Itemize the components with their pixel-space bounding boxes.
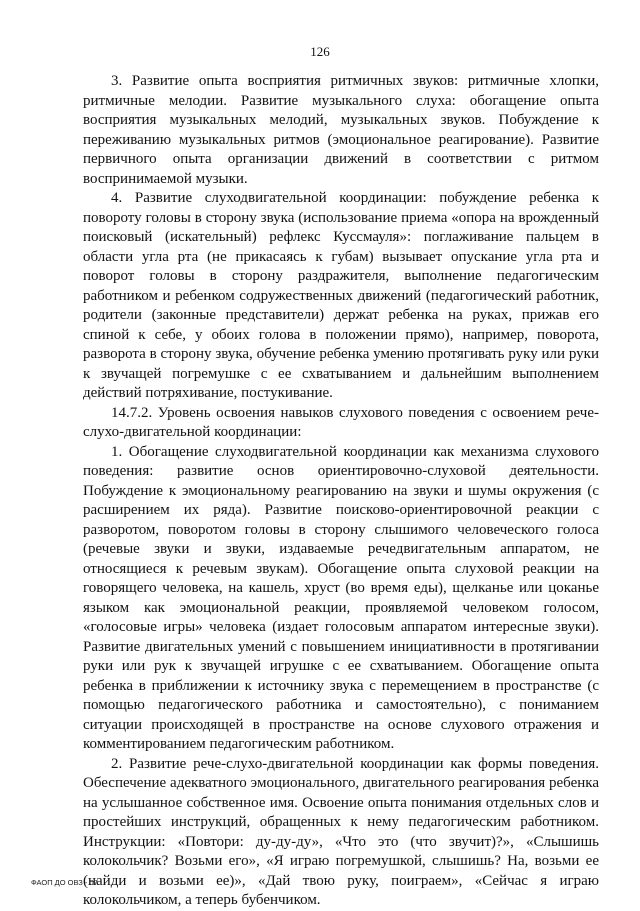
page-number: 126: [310, 44, 330, 59]
paragraph-enrichment: 1. Обогащение слуходвигательной координации как механизма слухового поведения: развитие основ ориентировочно-слуховой деятельности. Побуждение к эмоциональному реагированию на звуки и шумы окружения (с расширением их ряда). Развитие поисково-ориентировочной реакции с разворотом, поворотом головы в сторону слышимого человеческого голоса (речевые звуки и звуки, издаваемые речедвигательным аппаратом, не относящиеся к речевым звукам). Обогащение опыта слуховой реакции на говорящего человека, на кашель, хруст (во время еды), щелканье или цоканье языком как эмоциональной реакции, проявляемой человеком голосом, «голосовые игры» человека (издает голосовым аппаратом интересные звуки). Развитие двигательных умений с повышением инициативности в протягивании руки или рук к звучащей игрушке с ее схватыванием. Обогащение опыта ребенка в приближении к источнику звука с перемещением в пространстве (с помощью педагогического работника и самостоятельно), с пониманием ситуации происходящей в пространстве на основе слухового отражения и комментированием педагогическим работником.: [83, 443, 599, 752]
paragraph-rhythm: 3. Развитие опыта восприятия ритмичных звуков: ритмичные хлопки, ритмичные мелодии. Развитие музыкального слуха: обогащение опыта восприятия музыкальных мелодий, музыкальных звуков. Побуждение к переживанию музыкальных ритмов (эмоциональное реагирование). Развитие первичного опыта организации движений в соответствии с ритмом воспринимаемой музыки.: [83, 73, 599, 187]
document-body: [83, 72, 599, 911]
paragraph-audio-motor: 4. Развитие слуходвигательной координации: побуждение ребенка к повороту головы в сторону звука (использование приема «опора на врожденный поисковый (искательный) рефлекс Куссмауля»: поглаживание пальцем в области угла рта (не прикасаясь к губам) вызывает опускание угла рта и поворот головы в сторону раздражителя, выполнение педагогическим работником и ребенком содружественных движений (педагогический работник, родители (законные представители) держат ребенка на руках, прижав его спиной к себе, у обоих голова в положении прямо), например, поворота, разворота в сторону звука, обучение ребенка умению протягивать руку или руки к звучащей погремушке с ее схватыванием и дальнейшим выполнением действий потряхивание, постукивание.: [83, 190, 599, 401]
section-heading-14-7-2: 14.7.2. Уровень освоения навыков слухового поведения с освоением рече-слухо-двигательной координации:: [83, 404, 599, 440]
paragraph-speech-coordination: 2. Развитие рече-слухо-двигательной координации как формы поведения. Обеспечение адекватного эмоционального, двигательного реагирования ребенка на услышанное собственное имя. Освоение опыта понимания отдельных слов и простейших инструкций, обращенных к нему педагогическим работником. Инструкции: «Повтори: ду-ду-ду», «Что это (что звучит)?», «Слышишь колокольчик? Возьми его», «Я играю погремушкой, слышишь? На, возьми ее (найди и возьми ее)», «Дай твою руку, поиграем», «Сейчас я играю колокольчиком, а теперь бубенчиком.: [83, 755, 599, 908]
document-footer: ФАОП ДО ОВЗ - 07: [31, 878, 98, 887]
